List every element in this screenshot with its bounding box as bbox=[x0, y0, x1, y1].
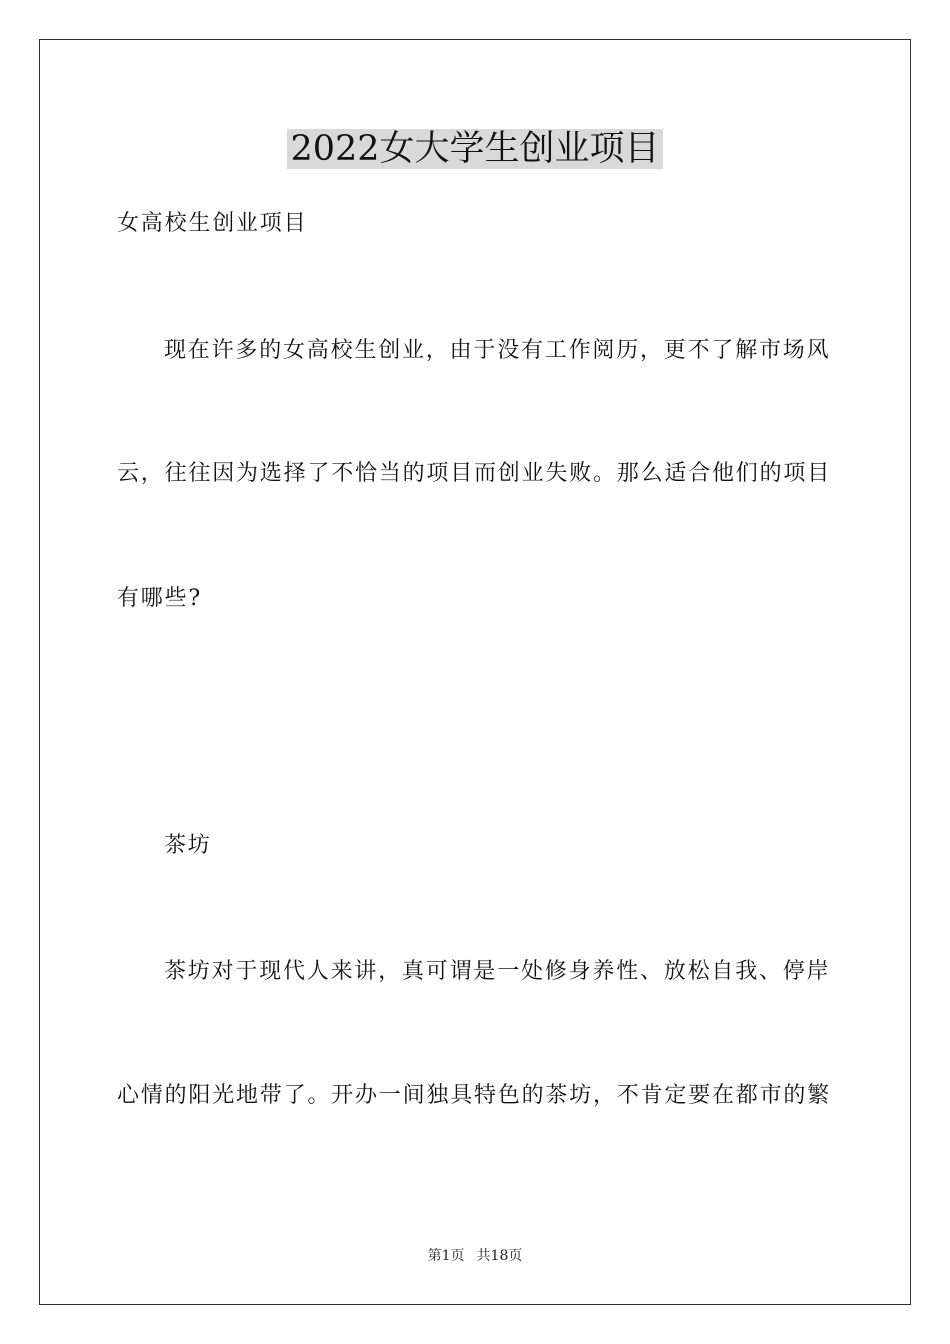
paragraph-line: 茶坊对于现代人来讲，真可谓是一处修身养性、放松自我、停岸 bbox=[164, 959, 831, 984]
subtitle: 女高校生创业项目 bbox=[117, 211, 308, 236]
section-heading: 茶坊 bbox=[164, 833, 212, 858]
paragraph-line: 有哪些? bbox=[117, 586, 202, 611]
document-title bbox=[0, 128, 950, 170]
document-title-text: 2022女大学生创业项目 bbox=[287, 129, 662, 169]
page-number: 第1页 bbox=[427, 1248, 465, 1264]
paragraph-line: 云，往往因为选择了不恰当的项目而创业失败。那么适合他们的项目 bbox=[117, 461, 832, 486]
paragraph-line: 现在许多的女高校生创业，由于没有工作阅历，更不了解市场风 bbox=[164, 338, 831, 363]
page-total: 共18页 bbox=[476, 1248, 523, 1264]
page-footer bbox=[0, 1247, 950, 1265]
paragraph-line: 心情的阳光地带了。开办一间独具特色的茶坊，不肯定要在都市的繁 bbox=[117, 1083, 832, 1108]
